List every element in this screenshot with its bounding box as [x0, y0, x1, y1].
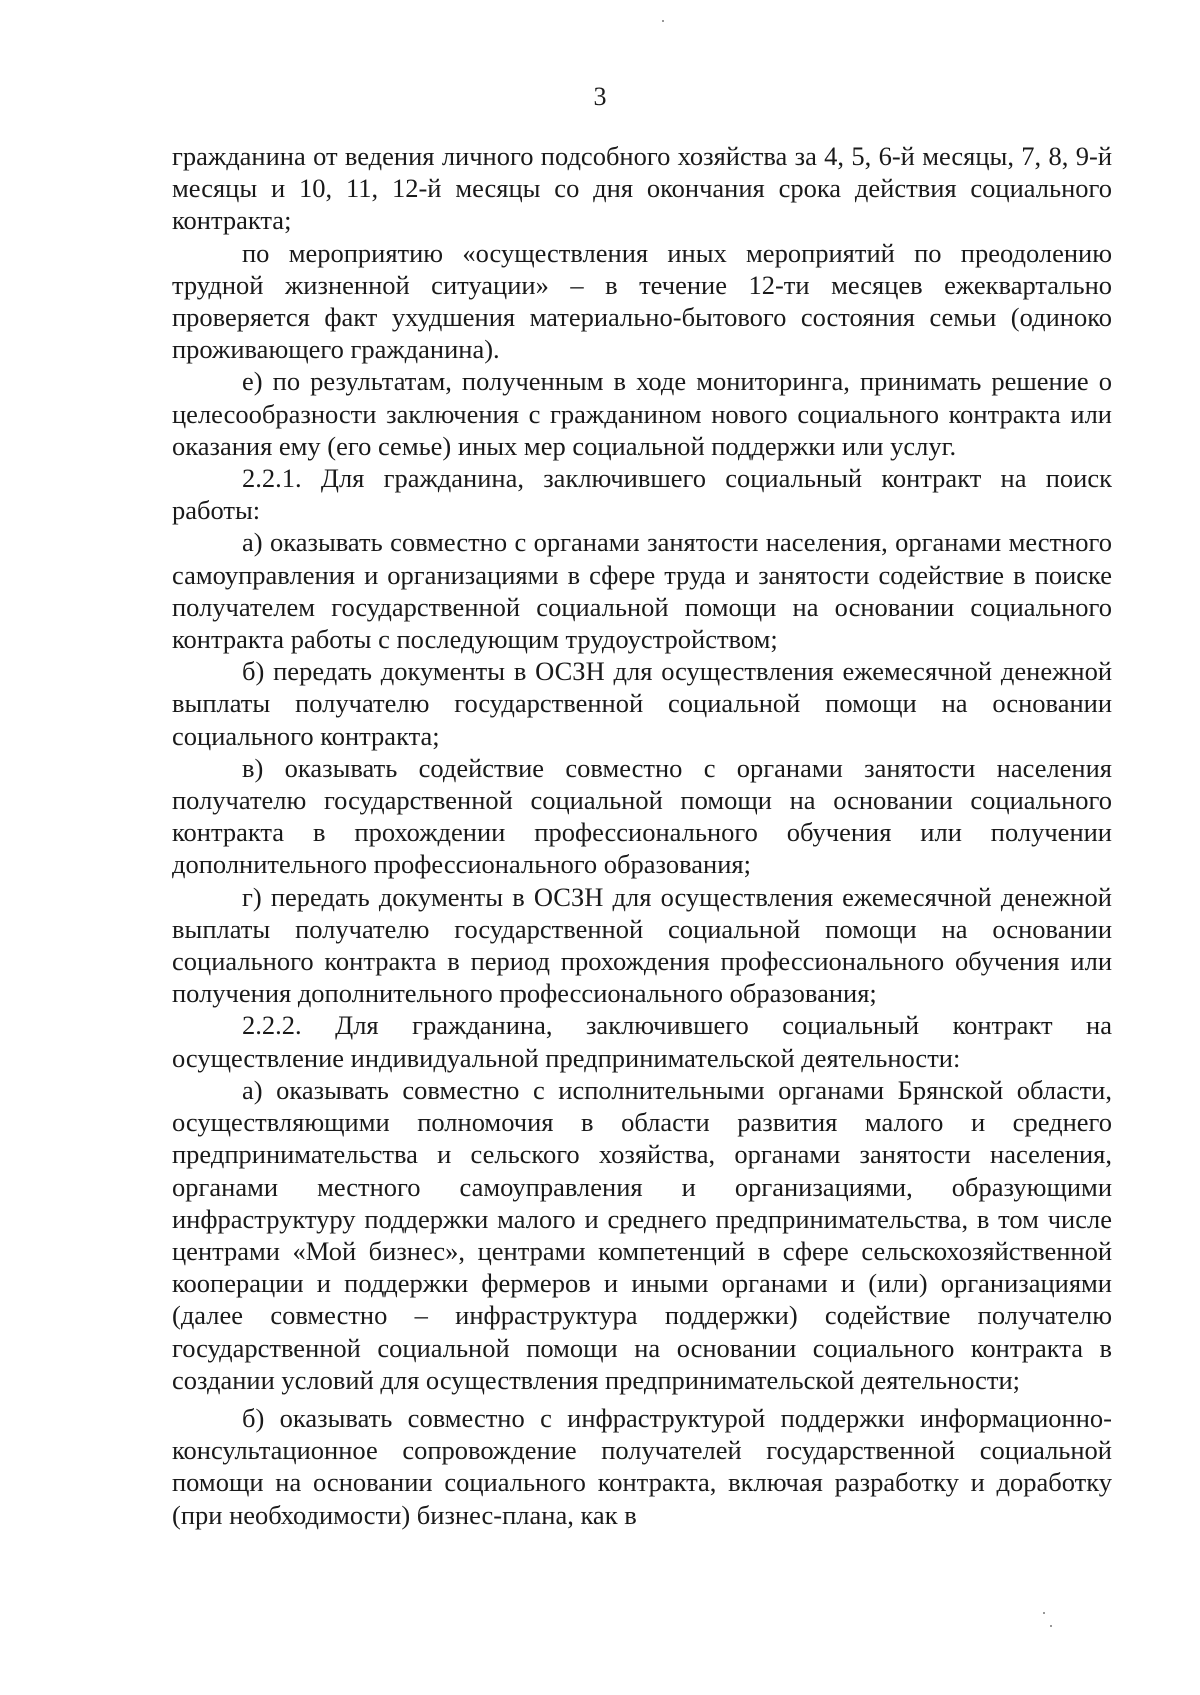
paragraph-other-measures: по мероприятию «осуществления иных мероприятий по преодолению трудной жизненной ситуации» – в течение 12-ти месяцев ежеквартально проверяется факт ухудшения материально-бытового состояния семьи (одиноко проживающего гражданина).	[172, 237, 1112, 365]
scan-speck	[662, 20, 664, 22]
document-body	[172, 140, 1112, 1531]
scan-speck	[1050, 1625, 1052, 1627]
page-number: 3	[593, 82, 607, 111]
paragraph-section-2-2-2: 2.2.2. Для гражданина, заключившего социальный контракт на осуществление индивидуальной предпринимательской деятельности:	[172, 1010, 1112, 1073]
paragraph-section-2-2-1: 2.2.1. Для гражданина, заключившего социальный контракт на поиск работы:	[172, 463, 1112, 526]
paragraph-continuation: гражданина от ведения личного подсобного хозяйства за 4, 5, 6-й месяцы, 7, 8, 9-й месяцы и 10, 11, 12-й месяцы со дня окончания срока действия социального контракта;	[172, 141, 1112, 236]
paragraph-item-g-payment-training: г) передать документы в ОСЗН для осуществления ежемесячной денежной выплаты получателю государственной социальной помощи на основании социального контракта в период прохождения профессионального обучения или получения дополнительного профессионального образования;	[172, 881, 1112, 1009]
paragraph-item-a-business: а) оказывать совместно с исполнительными органами Брянской области, осуществляющими полномочия в области развития малого и среднего предпринимательства и сельского хозяйства, органами занятости населения, органами местного самоуправления и организациями, образующими инфраструктуру поддержки малого и среднего предпринимательства, в том числе центрами «Мой бизнес», центрами компетенций в сфере сельскохозяйственной кооперации и поддержки фермеров и иными органами и (или) организациями (далее совместно – инфраструктура поддержки) содействие получателю государственной социальной помощи на основании социального контракта в создании условий для осуществления предпринимательской деятельности;	[172, 1074, 1112, 1395]
paragraph-item-b-payment: б) передать документы в ОСЗН для осуществления ежемесячной денежной выплаты получателю государственной социальной помощи на основании социального контракта;	[172, 656, 1112, 751]
paragraph-item-b-consulting: б) оказывать совместно с инфраструктурой поддержки информационно-консультационное сопровождение получателей государственной социальной помощи на основании социального контракта, включая разработку и доработку (при необходимости) бизнес-плана, как в	[172, 1402, 1112, 1530]
scan-speck	[1043, 1612, 1045, 1614]
paragraph-item-v-training: в) оказывать содействие совместно с органами занятости населения получателю государственной социальной помощи на основании социального контракта в прохождении профессионального обучения или получении дополнительного профессионального образования;	[172, 752, 1112, 880]
paragraph-item-a-job-search: а) оказывать совместно с органами занятости населения, органами местного самоуправления и организациями в сфере труда и занятости содействие в поиске получателем государственной социальной помощи на основании социального контракта работы с последующим трудоустройством;	[172, 527, 1112, 655]
paragraph-item-e: е) по результатам, полученным в ходе мониторинга, принимать решение о целесообразности заключения с гражданином нового социального контракта или оказания ему (его семье) иных мер социальной поддержки или услуг.	[172, 366, 1112, 461]
